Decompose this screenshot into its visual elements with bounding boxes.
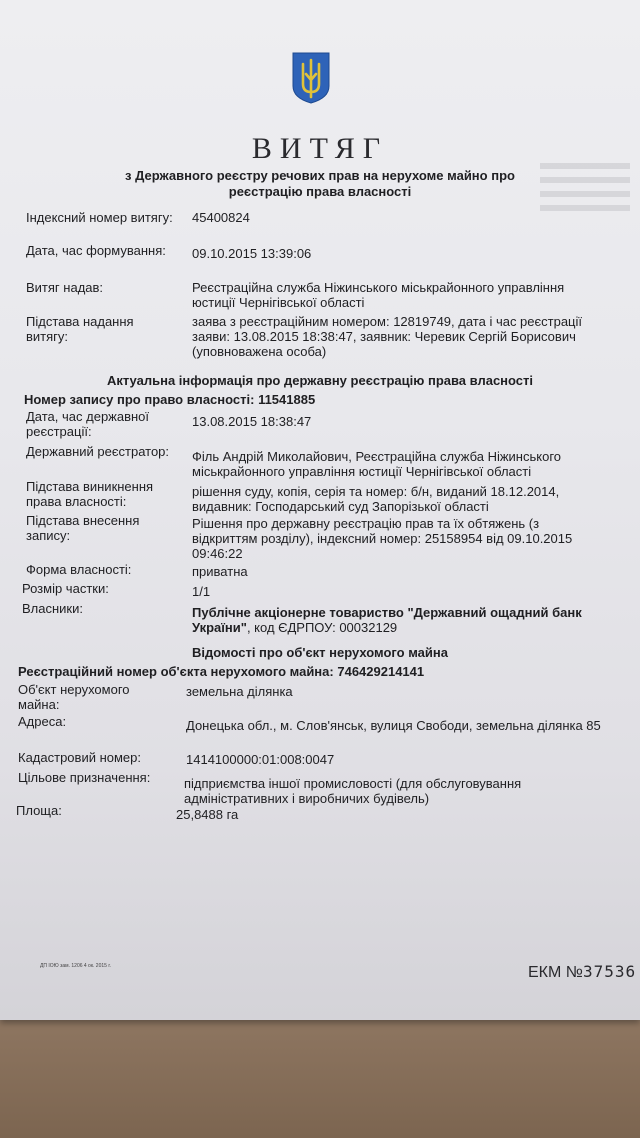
formed-datetime-label: Дата, час формування:: [26, 243, 166, 258]
ownership-form-label: Форма власності:: [26, 562, 132, 577]
section-ownership-heading: Актуальна інформація про державну реєстрацію права власності: [106, 373, 534, 388]
issued-by-value: Реєстраційна служба Ніжинського міськрайонного управління юстиції Чернігівської області: [192, 280, 565, 310]
owners-label: Власники:: [22, 601, 83, 616]
form-serial-number: ЕКМ №37536: [528, 962, 637, 981]
coat-of-arms-icon: [292, 52, 330, 104]
area-value: 25,8488 га: [176, 807, 239, 822]
registrar-label: Державний реєстратор:: [26, 444, 170, 459]
cadastral-number-label: Кадастровий номер:: [18, 750, 141, 765]
area-label: Площа:: [16, 803, 62, 818]
registration-datetime-label: Дата, час державної реєстрації:: [26, 409, 150, 439]
index-number-label: Індексний номер витягу:: [26, 210, 173, 225]
issue-basis-value: заява з реєстраційним номером: 12819749, дата і час реєстрації заяви: 13.08.2015 18:38:47, заявник: Черевик Сергій Борисович (уповноважена особа): [192, 314, 583, 359]
purpose-value: підприємства іншої промисловості (для обслуговування адміністративних і виробничих будівель): [184, 776, 522, 806]
formed-datetime-value: 09.10.2015 13:39:06: [192, 246, 312, 261]
owners-value: Публічне акціонерне товариство "Державний ощадний банк України", код ЄДРПОУ: 00032129: [192, 605, 582, 635]
issued-by-label: Витяг надав:: [26, 280, 104, 295]
cadastral-number-value: 1414100000:01:008:0047: [186, 752, 335, 767]
print-house-note: ДП ІОЮ зам. 1206 4 ок. 2015 г.: [40, 963, 111, 969]
document-title: ВИТЯГ: [251, 132, 389, 165]
address-label: Адреса:: [18, 714, 67, 729]
ownership-origin-value: рішення суду, копія, серія та номер: б/н, виданий 18.12.2014, видавник: Господарський суд Запорізької області: [192, 484, 560, 514]
property-object-value: земельна ділянка: [186, 684, 293, 699]
issue-basis-label: Підстава надання витягу:: [26, 314, 134, 344]
share-size-label: Розмір частки:: [22, 581, 109, 596]
ownership-origin-label: Підстава виникнення права власності:: [26, 479, 154, 509]
address-value: Донецька обл., м. Слов'янськ, вулиця Свободи, земельна ділянка 85: [186, 718, 601, 733]
registration-datetime-value: 13.08.2015 18:38:47: [192, 414, 312, 429]
entry-basis-value: Рішення про державну реєстрацію прав та їх обтяжень (з відкриттям розділу), індексний номер: 25158954 від 09.10.2015 09:46:22: [192, 516, 573, 561]
entry-basis-label: Підстава внесення запису:: [26, 513, 140, 543]
property-object-label: Об'єкт нерухомого майна:: [18, 682, 130, 712]
document-subtitle: з Державного реєстру речових прав на нерухоме майно про реєстрацію права власності: [125, 168, 515, 199]
share-size-value: 1/1: [192, 584, 211, 599]
index-number-value: 45400824: [192, 210, 250, 225]
section-property-heading: Відомості про об'єкт нерухомого майна: [192, 645, 448, 660]
property-record-number: Реєстраційний номер об'єкта нерухомого майна: 746429214141: [18, 664, 425, 679]
registrar-value: Філь Андрій Миколайович, Реєстраційна служба Ніжинського міськрайонного управління юстиції Чернігівської області: [192, 449, 562, 479]
ownership-form-value: приватна: [192, 564, 248, 579]
ownership-record-number: Номер запису про право власності: 11541885: [24, 392, 316, 407]
purpose-label: Цільове призначення:: [18, 770, 151, 785]
